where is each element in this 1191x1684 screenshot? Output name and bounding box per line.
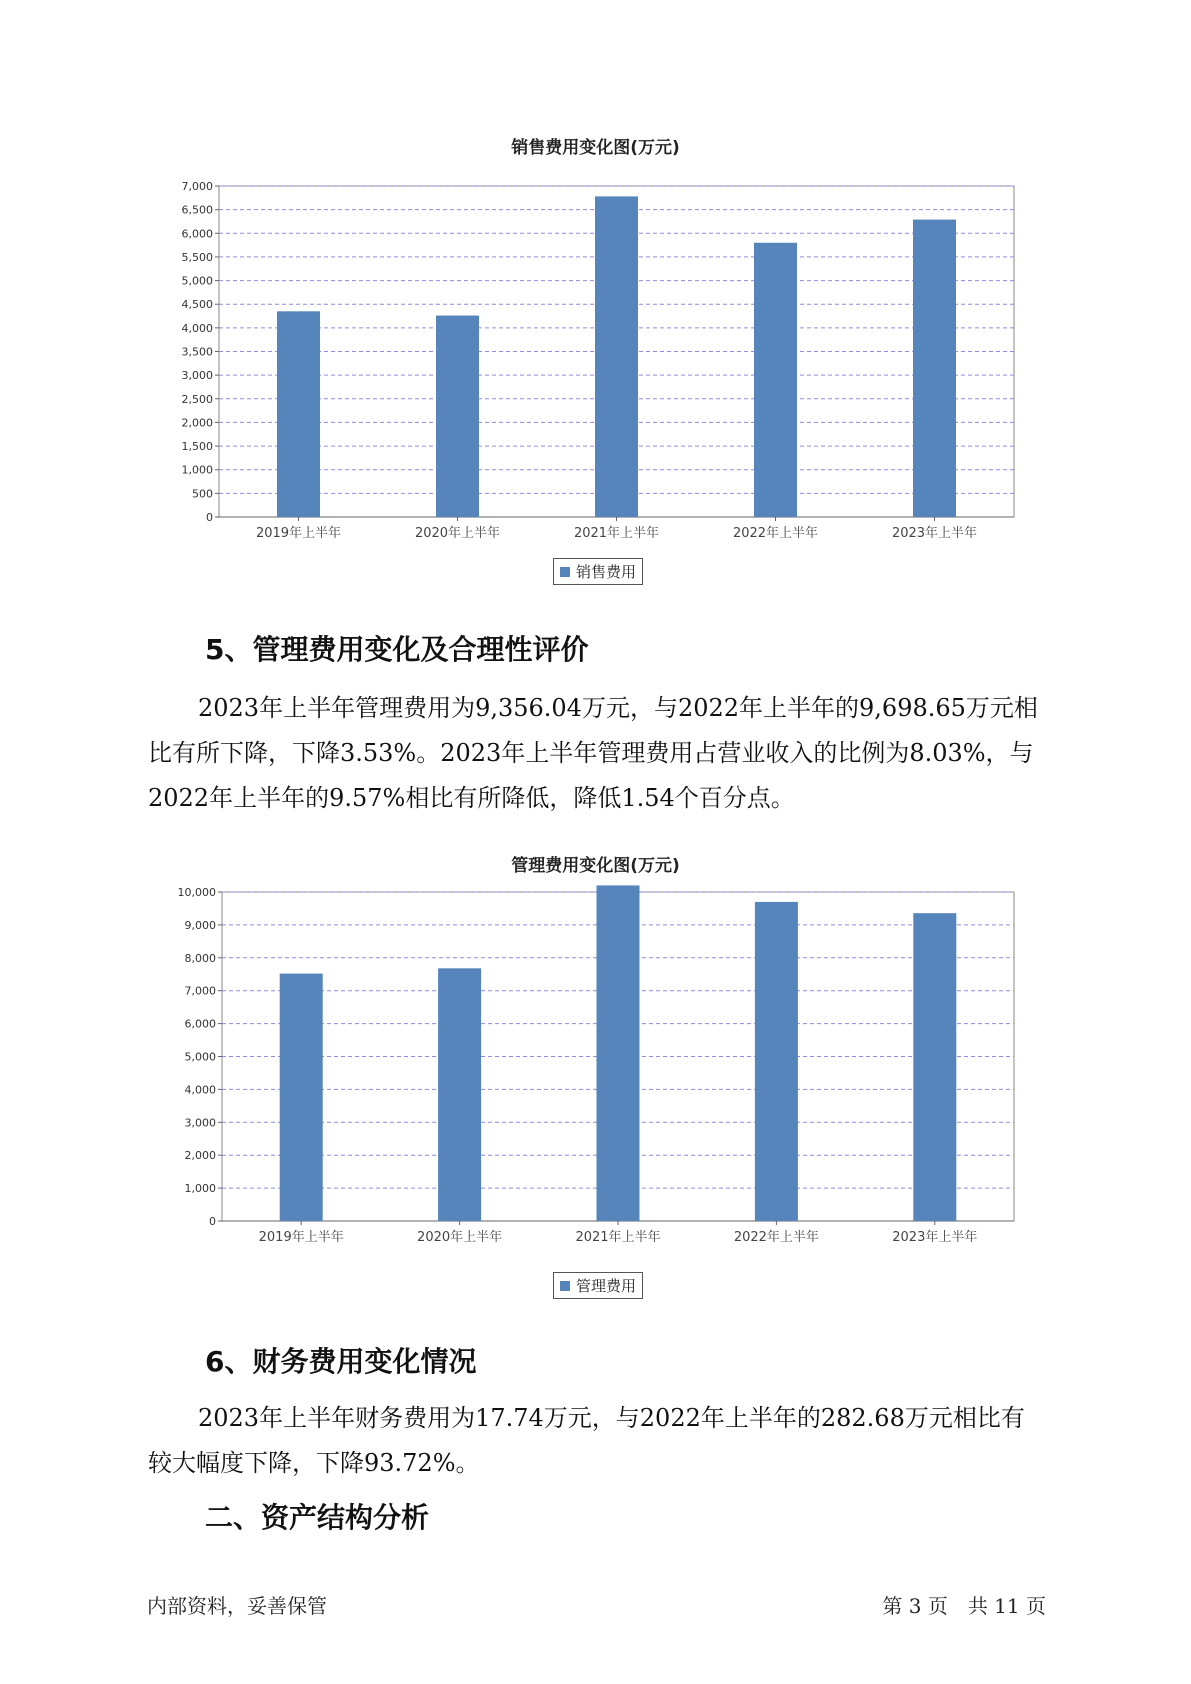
legend-swatch bbox=[560, 1281, 570, 1291]
y-tick-label: 4,000 bbox=[181, 321, 213, 335]
y-tick-label: 1,500 bbox=[181, 440, 213, 454]
y-tick-label: 0 bbox=[209, 1215, 216, 1228]
admin-chart bbox=[0, 878, 1191, 1245]
sales-chart bbox=[0, 160, 1191, 541]
bar bbox=[436, 316, 479, 517]
y-tick-label: 6,000 bbox=[184, 1017, 216, 1031]
y-tick-label: 2,000 bbox=[181, 416, 213, 430]
bar bbox=[280, 974, 323, 1221]
sales-legend-label: 销售费用 bbox=[576, 563, 637, 581]
y-tick-label: 4,000 bbox=[184, 1083, 216, 1097]
finance-expense-text: 2023年上半年财务费用为17.74万元，与2022年上半年的282.68万元相比有较大幅度下降，下降93.72%。 bbox=[148, 1404, 1025, 1477]
bar bbox=[913, 913, 956, 1221]
bar bbox=[755, 902, 798, 1221]
y-tick-label: 6,500 bbox=[181, 203, 213, 217]
y-tick-label: 1,000 bbox=[181, 463, 213, 477]
x-tick-label: 2019年上半年 bbox=[255, 526, 342, 541]
y-tick-label: 3,500 bbox=[181, 345, 213, 359]
y-tick-label: 0 bbox=[206, 511, 213, 524]
y-tick-label: 8,000 bbox=[184, 951, 216, 965]
y-tick-label: 1,000 bbox=[184, 1182, 216, 1196]
x-tick-label: 2022年上半年 bbox=[732, 526, 819, 541]
x-tick-label: 2023年上半年 bbox=[891, 526, 978, 541]
y-tick-label: 500 bbox=[192, 487, 213, 501]
y-tick-label: 2,500 bbox=[181, 392, 213, 406]
x-tick-label: 2021年上半年 bbox=[575, 1230, 661, 1245]
x-tick-label: 2023年上半年 bbox=[892, 1230, 978, 1245]
sales-chart-title: 销售费用变化图(万元) bbox=[511, 138, 680, 158]
bar bbox=[754, 243, 797, 517]
bar bbox=[597, 885, 640, 1221]
admin-chart-title: 管理费用变化图(万元) bbox=[511, 856, 680, 876]
footer-confidential: 内部资料，妥善保管 bbox=[147, 1594, 327, 1618]
y-tick-label: 10,000 bbox=[177, 886, 216, 899]
bar bbox=[913, 220, 956, 517]
y-tick-label: 5,500 bbox=[181, 250, 213, 264]
finance-expense-paragraph bbox=[148, 1396, 1048, 1486]
footer-page-number: 第 3 页 共 11 页 bbox=[882, 1594, 1046, 1618]
y-tick-label: 7,000 bbox=[184, 984, 216, 998]
finance-expense-heading: 6、财务费用变化情况 bbox=[205, 1345, 477, 1378]
asset-structure-heading: 二、资产结构分析 bbox=[205, 1501, 430, 1534]
y-tick-label: 3,000 bbox=[181, 369, 213, 383]
admin-legend-label: 管理费用 bbox=[576, 1277, 637, 1295]
x-tick-label: 2020年上半年 bbox=[414, 526, 501, 541]
y-tick-label: 5,000 bbox=[184, 1050, 216, 1064]
admin-legend bbox=[553, 1272, 643, 1299]
legend-swatch bbox=[560, 567, 570, 577]
x-tick-label: 2022年上半年 bbox=[733, 1230, 819, 1245]
admin-expense-text: 2023年上半年管理费用为9,356.04万元，与2022年上半年的9,698.65万元相比有所下降，下降3.53%。2023年上半年管理费用占营业收入的比例为8.03%，与2022年上半年的9.57%相比有所降低，降低1.54个百分点。 bbox=[148, 694, 1038, 812]
y-tick-label: 6,000 bbox=[181, 227, 213, 241]
y-tick-label: 4,500 bbox=[181, 298, 213, 312]
bar bbox=[595, 196, 638, 517]
x-tick-label: 2020年上半年 bbox=[417, 1230, 503, 1245]
x-tick-label: 2019年上半年 bbox=[258, 1230, 344, 1245]
y-tick-label: 7,000 bbox=[181, 180, 213, 193]
admin-expense-paragraph bbox=[148, 686, 1048, 821]
y-tick-label: 3,000 bbox=[184, 1116, 216, 1130]
x-tick-label: 2021年上半年 bbox=[573, 526, 660, 541]
admin-expense-heading: 5、管理费用变化及合理性评价 bbox=[205, 633, 589, 666]
bar bbox=[277, 311, 320, 517]
sales-legend bbox=[553, 558, 643, 585]
bar bbox=[438, 968, 481, 1221]
y-tick-label: 9,000 bbox=[184, 918, 216, 932]
y-tick-label: 5,000 bbox=[181, 274, 213, 288]
y-tick-label: 2,000 bbox=[184, 1149, 216, 1163]
